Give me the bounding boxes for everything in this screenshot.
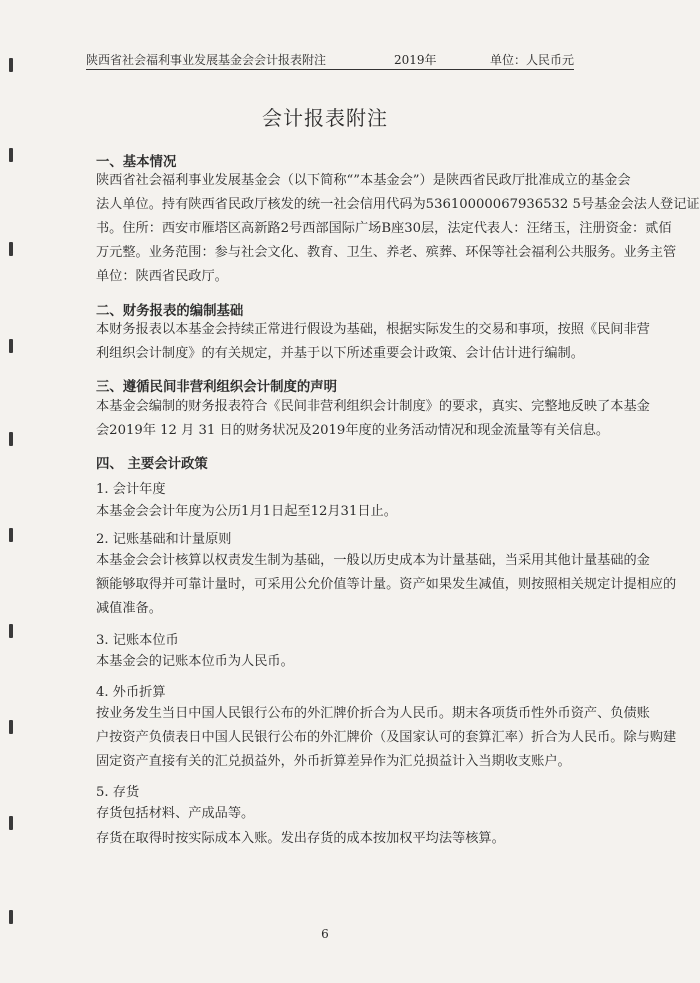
paragraph-line: 存货包括材料、产成品等。 [96, 806, 255, 821]
binding-mark [9, 148, 13, 162]
section-heading: 三、遵循民间非营利组织会计制度的声明 [96, 379, 338, 395]
binding-mark [9, 720, 13, 734]
subsection-label: 1. 会计年度 [96, 482, 166, 497]
binding-mark [9, 432, 13, 446]
paragraph-line: 本基金会的记账本位币为人民币。 [96, 654, 294, 669]
binding-mark [9, 816, 13, 830]
header-unit: 单位：人民币元 [489, 53, 574, 67]
paragraph-line: 万元整。业务范围：参与社会文化、教育、卫生、养老、殡葬、环保等社会福利公共服务。业务主管 [96, 245, 677, 260]
page-number: 6 [321, 927, 329, 941]
paragraph-line: 书。住所：西安市雁塔区高新路2号西部国际广场B座30层，法定代表人：汪绪玉，注册资金：贰佰 [96, 221, 672, 236]
paragraph-line: 利组织会计制度》的有关规定，并基于以下所述重要会计政策、会计估计进行编制。 [96, 346, 584, 361]
paragraph-line: 按业务发生当日中国人民银行公布的外汇牌价折合为人民币。期末各项货币性外币资产、负债账 [96, 706, 650, 721]
header-year: 2019年 [394, 53, 437, 67]
paragraph-line: 固定资产直接有关的汇兑损益外，外币折算差异作为汇兑损益计入当期收支账户。 [96, 754, 571, 769]
paragraph-line: 存货在取得时按实际成本入账。发出存货的成本按加权平均法等核算。 [96, 831, 505, 846]
paragraph-line: 本基金会编制的财务报表符合《民间非营利组织会计制度》的要求，真实、完整地反映了本基金 [96, 399, 650, 414]
header-org: 陕西省社会福利事业发展基金会会计报表附注 [86, 53, 327, 67]
paragraph-line: 本基金会会计年度为公历1月1日起至12月31日止。 [96, 504, 397, 519]
paragraph-line: 额能够取得并可靠计量时，可采用公允价值等计量。资产如果发生减值，则按照相关规定计提相应的 [96, 577, 677, 592]
subsection-label: 3. 记账本位币 [96, 633, 179, 648]
section-heading: 四、 主要会计政策 [96, 456, 208, 472]
page-title: 会计报表附注 [262, 106, 388, 130]
binding-mark [9, 242, 13, 256]
binding-mark [9, 339, 13, 353]
section-heading: 一、基本情况 [96, 154, 177, 170]
subsection-label: 2. 记账基础和计量原则 [96, 532, 232, 547]
subsection-label: 5. 存货 [96, 785, 140, 800]
paragraph-line: 法人单位。持有陕西省民政厅核发的统一社会信用代码为53610000067936532 5号基金会法人登记证 [96, 197, 700, 212]
paragraph-line: 本基金会会计核算以权责发生制为基础，一般以历史成本为计量基础，当采用其他计量基础的金 [96, 553, 650, 568]
binding-mark [9, 528, 13, 542]
paragraph-line: 陕西省社会福利事业发展基金会（以下简称“”本基金会”）是陕西省民政厅批准成立的基金会 [96, 173, 631, 188]
paragraph-line: 户按资产负债表日中国人民银行公布的外汇牌价（及国家认可的套算汇率）折合为人民币。除与购建 [96, 730, 677, 745]
binding-mark [9, 58, 13, 72]
binding-mark [9, 910, 13, 924]
paragraph-line: 本财务报表以本基金会持续正常进行假设为基础，根据实际发生的交易和事项，按照《民间非营 [96, 322, 650, 337]
paragraph-line: 会2019年 12 月 31 日的财务状况及2019年度的业务活动情况和现金流量等有关信息。 [96, 423, 610, 438]
binding-mark [9, 624, 13, 638]
section-heading: 二、财务报表的编制基础 [96, 303, 244, 319]
page-header [86, 51, 574, 70]
paragraph-line: 减值准备。 [96, 601, 162, 616]
subsection-label: 4. 外币折算 [96, 685, 166, 700]
paragraph-line: 单位：陕西省民政厅。 [96, 269, 228, 284]
